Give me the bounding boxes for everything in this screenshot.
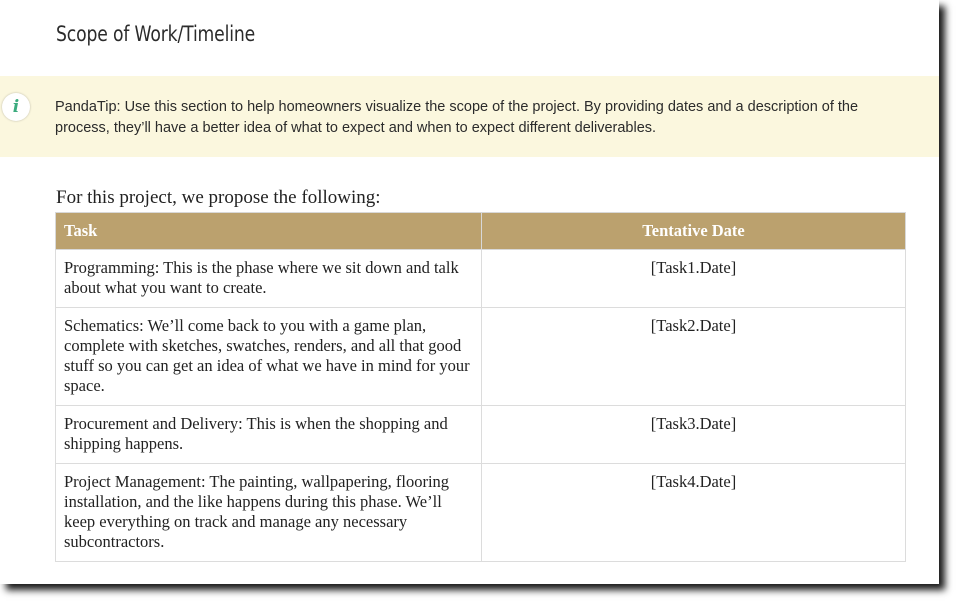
table-row (56, 250, 906, 308)
panda-tip-text: PandaTip: Use this section to help homeowners visualize the scope of the project. By providing dates and a description of the process, they’ll have a better idea of what to expect and when to expect different deliverables. (55, 99, 859, 136)
scope-table (55, 212, 906, 562)
section-title: Scope of Work/Timeline (56, 22, 256, 46)
info-icon: i (2, 93, 30, 121)
table-row (56, 308, 906, 406)
task-cell[interactable]: Project Management: The painting, wallpapering, flooring installation, and the like happens during this phase. We’ll keep everything on track and manage any necessary subcontractors. (56, 464, 482, 562)
table-header-row (56, 213, 906, 250)
date-cell[interactable]: [Task2.Date] (482, 308, 906, 406)
date-cell[interactable]: [Task3.Date] (482, 406, 906, 464)
date-cell[interactable]: [Task4.Date] (482, 464, 906, 562)
intro-text: For this project, we propose the following: (56, 187, 381, 208)
header-tentative-date: Tentative Date (482, 213, 906, 250)
task-cell[interactable]: Programming: This is the phase where we sit down and talk about what you want to create. (56, 250, 482, 308)
header-task: Task (56, 213, 482, 250)
table-row (56, 464, 906, 562)
date-cell[interactable]: [Task1.Date] (482, 250, 906, 308)
table-row (56, 406, 906, 464)
task-cell[interactable]: Procurement and Delivery: This is when the shopping and shipping happens. (56, 406, 482, 464)
task-cell[interactable]: Schematics: We’ll come back to you with a game plan, complete with sketches, swatches, renders, and all that good stuff so you can get an idea of what we have in mind for your space. (56, 308, 482, 406)
